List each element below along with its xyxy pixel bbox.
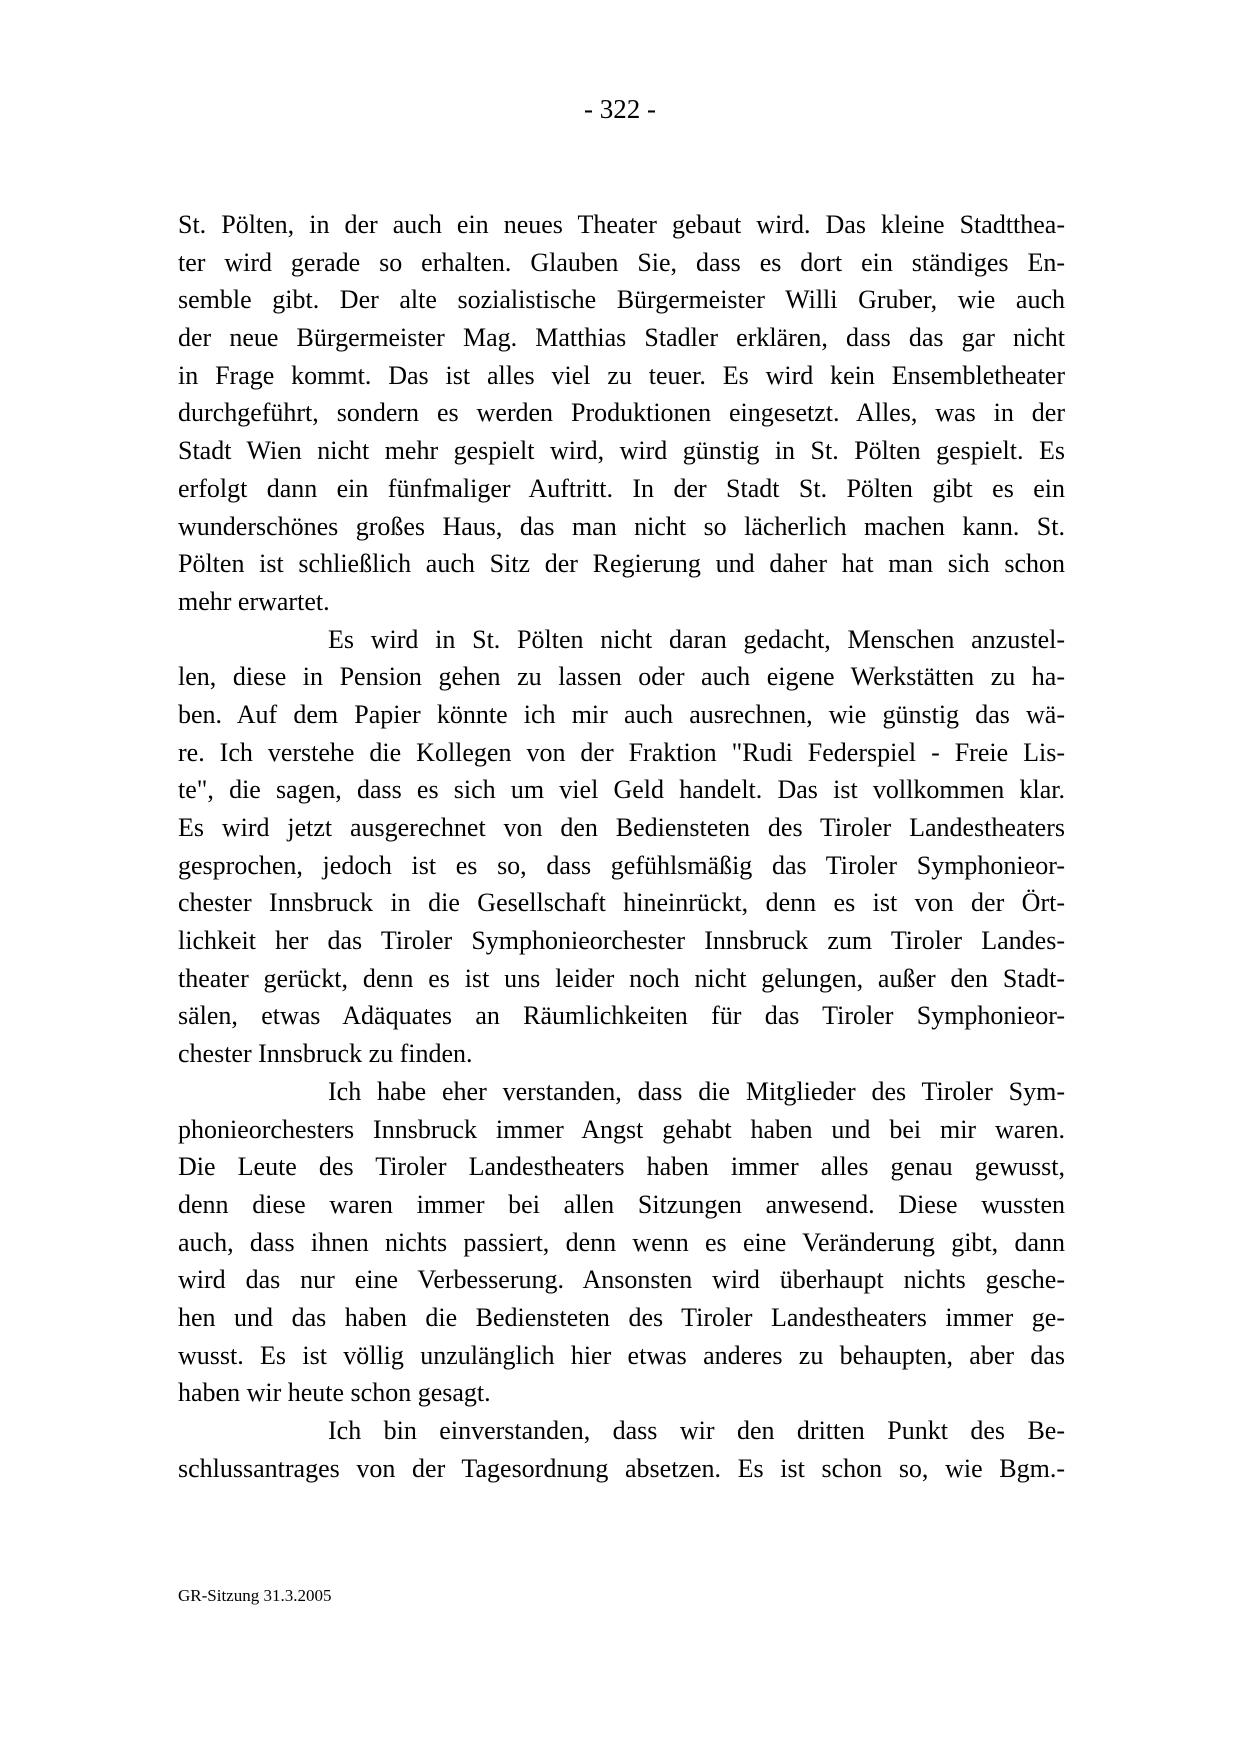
- text-line: semble gibt. Der alte sozialistische Bürgermeister Willi Gruber, wie auch: [178, 285, 1065, 315]
- text-line: schlussantrages von der Tagesordnung absetzen. Es ist schon so, wie Bgm.-: [178, 1453, 1065, 1483]
- text-line: Es wird jetzt ausgerechnet von den Bediensteten des Tiroler Landestheaters: [178, 813, 1065, 842]
- text-line: chester Innsbruck in die Gesellschaft hineinrückt, denn es ist von der Ört-: [178, 888, 1065, 918]
- text-line: ben. Auf dem Papier könnte ich mir auch ausrechnen, wie günstig das wä-: [178, 699, 1065, 729]
- text-line: Ich bin einverstanden, dass wir den dritten Punkt des Be-: [328, 1416, 1065, 1445]
- text-line: Pölten ist schließlich auch Sitz der Regierung und daher hat man sich schon: [178, 549, 1065, 579]
- text-line: durchgeführt, sondern es werden Produktionen eingesetzt. Alles, was in der: [178, 398, 1065, 428]
- paragraph: [178, 621, 1065, 1073]
- text-line: gesprochen, jedoch ist es so, dass gefühlsmäßig das Tiroler Symphonieor-: [178, 850, 1065, 880]
- text-line: sälen, etwas Adäquates an Räumlichkeiten für das Tiroler Symphonieor-: [178, 1001, 1065, 1031]
- text-line: theater gerückt, denn es ist uns leider noch nicht gelungen, außer den Stadt-: [178, 963, 1065, 993]
- footer-session-label: GR-Sitzung 31.3.2005: [178, 1586, 332, 1605]
- text-line: hen und das haben die Bediensteten des Tiroler Landestheaters immer ge-: [178, 1302, 1065, 1332]
- text-line: chester Innsbruck zu finden.: [178, 1039, 473, 1069]
- text-line: Es wird in St. Pölten nicht daran gedacht, Menschen anzustel-: [328, 624, 1065, 654]
- text-line: mehr erwartet.: [178, 586, 330, 616]
- paragraph: [178, 1073, 1065, 1412]
- text-line: Ich habe eher verstanden, dass die Mitglieder des Tiroler Sym-: [328, 1076, 1065, 1106]
- text-line: te", die sagen, dass es sich um viel Geld handelt. Das ist vollkommen klar.: [178, 775, 1065, 805]
- text-line: haben wir heute schon gesagt.: [178, 1378, 491, 1408]
- paragraph: [178, 1412, 1065, 1487]
- text-line: wusst. Es ist völlig unzulänglich hier etwas anderes zu behaupten, aber das: [178, 1340, 1065, 1370]
- text-line: denn diese waren immer bei allen Sitzungen anwesend. Diese wussten: [178, 1189, 1065, 1219]
- text-line: Stadt Wien nicht mehr gespielt wird, wird günstig in St. Pölten gespielt. Es: [178, 436, 1065, 466]
- text-line: lichkeit her das Tiroler Symphonieorchester Innsbruck zum Tiroler Landes-: [178, 926, 1065, 956]
- text-line: St. Pölten, in der auch ein neues Theater gebaut wird. Das kleine Stadtthea-: [178, 210, 1065, 239]
- text-line: Die Leute des Tiroler Landestheaters haben immer alles genau gewusst,: [178, 1152, 1065, 1182]
- text-line: in Frage kommt. Das ist alles viel zu teuer. Es wird kein Ensembletheater: [178, 360, 1065, 390]
- text-line: der neue Bürgermeister Mag. Matthias Stadler erklären, dass das gar nicht: [178, 323, 1065, 353]
- text-line: auch, dass ihnen nichts passiert, denn wenn es eine Veränderung gibt, dann: [178, 1227, 1065, 1257]
- body-text: [178, 206, 1065, 1487]
- text-line: wunderschönes großes Haus, das man nicht so lächerlich machen kann. St.: [178, 511, 1065, 541]
- page-number: - 322 -: [584, 94, 656, 124]
- text-line: len, diese in Pension gehen zu lassen oder auch eigene Werkstätten zu ha-: [178, 662, 1065, 692]
- text-line: ter wird gerade so erhalten. Glauben Sie, dass es dort ein ständiges En-: [178, 247, 1065, 277]
- text-line: re. Ich verstehe die Kollegen von der Fraktion "Rudi Federspiel - Freie Lis-: [178, 737, 1065, 767]
- text-line: phonieorchesters Innsbruck immer Angst gehabt haben und bei mir waren.: [178, 1114, 1065, 1144]
- text-line: erfolgt dann ein fünfmaliger Auftritt. In der Stadt St. Pölten gibt es ein: [178, 473, 1065, 503]
- paragraph: [178, 206, 1065, 621]
- text-line: wird das nur eine Verbesserung. Ansonsten wird überhaupt nichts gesche-: [178, 1265, 1065, 1295]
